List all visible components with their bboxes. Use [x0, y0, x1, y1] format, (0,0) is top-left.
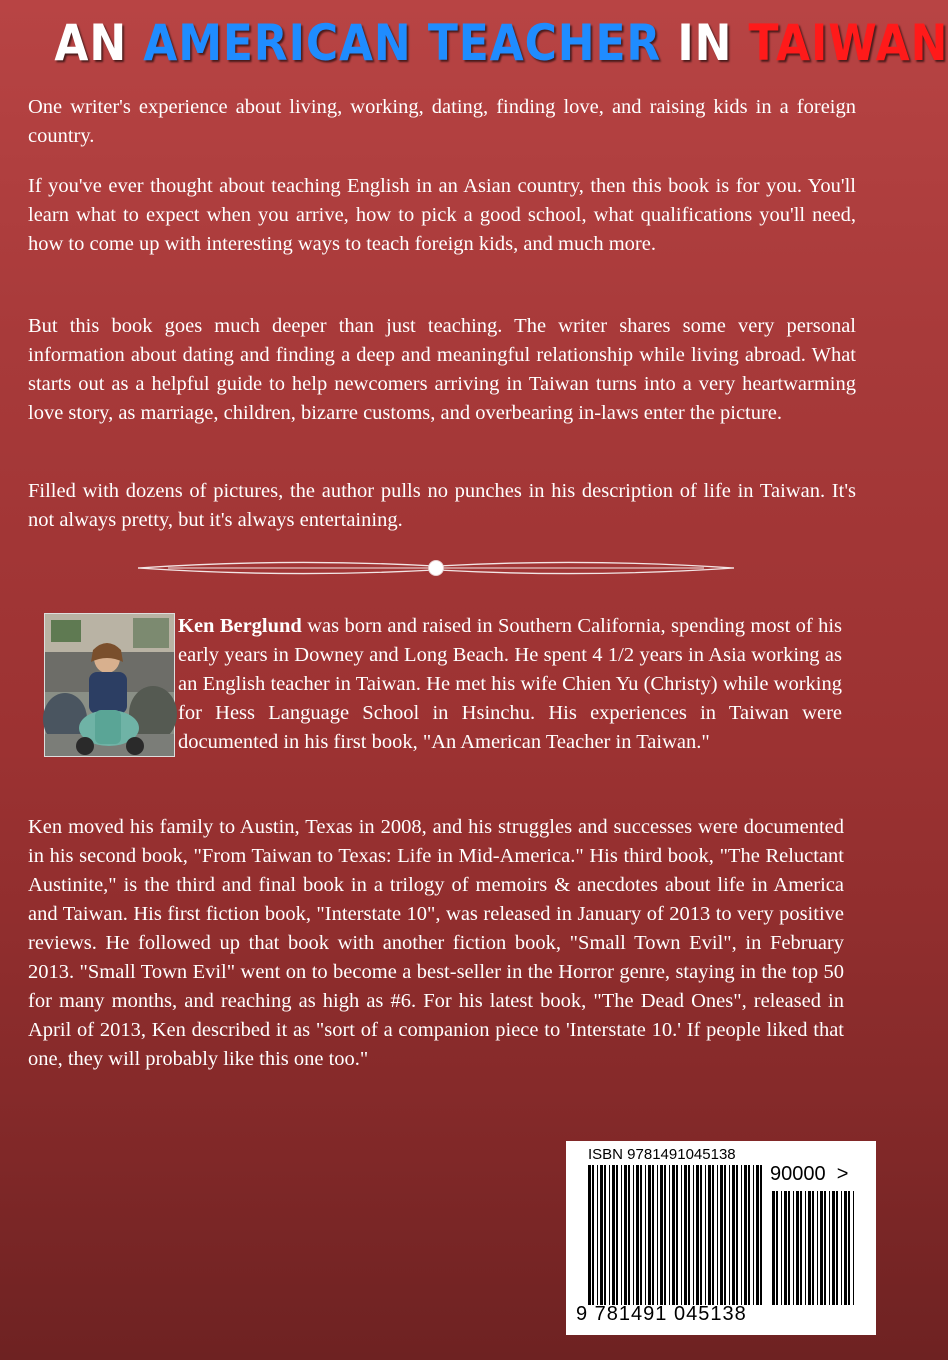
barcode-bar [700, 1165, 702, 1305]
book-title [54, 14, 948, 72]
barcode-bar [729, 1165, 730, 1305]
isbn-label: ISBN 9781491045138 [588, 1146, 736, 1163]
barcode-bar [612, 1165, 615, 1305]
barcode-bar [660, 1165, 663, 1305]
barcode-bar [760, 1165, 762, 1305]
barcode-bar [645, 1165, 646, 1305]
barcode-bar [776, 1191, 778, 1305]
barcode-bar [736, 1165, 738, 1305]
blurb-paragraph-2: If you've ever thought about teaching English in an Asian country, then this book is for you. You'll learn what to expect when you arrive, how to pick a good school, what qualifications you'll need, how to come up with interesting ways to teach foreign kids, and much more. [28, 175, 856, 255]
barcode-bar [592, 1165, 594, 1305]
isbn-barcode [566, 1141, 876, 1335]
author-name: Ken Berglund [178, 615, 302, 637]
barcode-bar [753, 1165, 754, 1305]
blurb-paragraph-4: Filled with dozens of pictures, the author pulls no punches in his description of life in Taiwan. It's not always pretty, but it's always entertaining. [28, 480, 856, 531]
barcode-bar [636, 1165, 639, 1305]
barcode-bar [724, 1165, 726, 1305]
barcode-bar [841, 1191, 842, 1305]
barcode-bar [832, 1191, 835, 1305]
ornamental-divider [138, 552, 734, 582]
barcode-bar [812, 1191, 814, 1305]
barcode-bar [820, 1191, 823, 1305]
barcode-bar [597, 1165, 598, 1305]
barcode-bar [657, 1165, 658, 1305]
author-bio-paragraph-1 [28, 612, 842, 757]
barcode-bar [693, 1165, 694, 1305]
price-code [770, 1163, 848, 1186]
barcode-bar [621, 1165, 622, 1305]
barcode-bar [805, 1191, 806, 1305]
barcode-bar [836, 1191, 838, 1305]
barcode-bar [604, 1165, 606, 1305]
barcode-bar [717, 1165, 718, 1305]
barcode-bar [741, 1165, 742, 1305]
barcode-bar [684, 1165, 687, 1305]
barcode-bar [681, 1165, 682, 1305]
barcode-bar [648, 1165, 651, 1305]
barcode-bar [824, 1191, 826, 1305]
barcode-bar [748, 1165, 750, 1305]
barcode-bar [817, 1191, 818, 1305]
barcode-bar [624, 1165, 627, 1305]
barcode-bar [705, 1165, 706, 1305]
barcode-bar [808, 1191, 811, 1305]
barcode-bar [744, 1165, 747, 1305]
barcode-bar [669, 1165, 670, 1305]
barcode-bar [633, 1165, 634, 1305]
price-arrow: > [836, 1163, 849, 1185]
barcode-bar [609, 1165, 610, 1305]
author-bio-paragraph-2: Ken moved his family to Austin, Texas in 2008, and his struggles and successes were documented in his second book, "From Taiwan to Texas: Life in Mid-America." His third book, "The Reluctant Austinite," is the third and final book in a trilogy of memoirs & anecdotes about life in America and Taiwan. His first fiction book, "Interstate 10", was released in January of 2013 to very positive reviews. He followed up that book with another fiction book, "Small Town Evil", in February 2013. "Small Town Evil" went on to become a best-seller in the Horror genre, staying in the top 50 for many months, and reaching as high as #6. For his latest book, "The Dead Ones", released in April of 2013, Ken described it as "sort of a companion piece to 'Interstate 10.' If people liked that one, they will probably like this one too." [28, 816, 844, 1070]
title-word-american-teacher: AMERICAN TEACHER [143, 14, 662, 72]
barcode-bar [664, 1165, 666, 1305]
barcode-bar [853, 1191, 854, 1305]
author-bio-text: was born and raised in Southern California, spending most of his early years in Downey and Long Beach. He spent 4 1/2 years in Asia working as an English teacher in Taiwan. He met his wife Chien Yu (Christy) while working for Hess Language School in Hsinchu. His experiences in Taiwan were documented in his first book, "An American Teacher in Taiwan." [178, 615, 842, 753]
barcode-bar [628, 1165, 630, 1305]
barcode-bar [844, 1191, 847, 1305]
barcode-bar [793, 1191, 794, 1305]
barcode-bar [616, 1165, 618, 1305]
title-word-in: IN [677, 14, 733, 72]
barcode-bar [672, 1165, 675, 1305]
title-word-taiwan: TAIWAN [748, 14, 948, 72]
barcode-bar [829, 1191, 830, 1305]
barcode-bar [708, 1165, 711, 1305]
barcode-bar [784, 1191, 787, 1305]
title-word-an: AN [54, 14, 128, 72]
barcode-bar [720, 1165, 723, 1305]
photo-spacer [28, 612, 178, 757]
barcode-bar [781, 1191, 782, 1305]
blurb-paragraph-3: But this book goes much deeper than just teaching. The writer shares some very personal information about dating and finding a deep and meaningful relationship while living abroad. What starts out as a helpful guide to help newcomers arriving in Taiwan turns into a very heartwarming love story, as marriage, children, bizarre customs, and overbearing in-laws enter the picture. [28, 315, 856, 424]
barcode-bar [712, 1165, 714, 1305]
barcode-bar [676, 1165, 678, 1305]
barcode-bar [796, 1191, 799, 1305]
barcode-bar [756, 1165, 759, 1305]
barcode-bar [800, 1191, 802, 1305]
barcode-bar [652, 1165, 654, 1305]
barcode-bar [732, 1165, 735, 1305]
barcode-bar [688, 1165, 690, 1305]
ean-digits: 9 781491 045138 [576, 1303, 747, 1325]
barcode-bar [696, 1165, 699, 1305]
barcode-bar [588, 1165, 591, 1305]
barcode-bar [640, 1165, 642, 1305]
price-code-digits: 90000 [770, 1163, 826, 1185]
blurb-paragraph-1: One writer's experience about living, working, dating, finding love, and raising kids in a foreign country. [28, 96, 856, 147]
barcode-bar [600, 1165, 603, 1305]
barcode-bar [848, 1191, 850, 1305]
barcode-bar [772, 1191, 775, 1305]
barcode-bar [788, 1191, 790, 1305]
